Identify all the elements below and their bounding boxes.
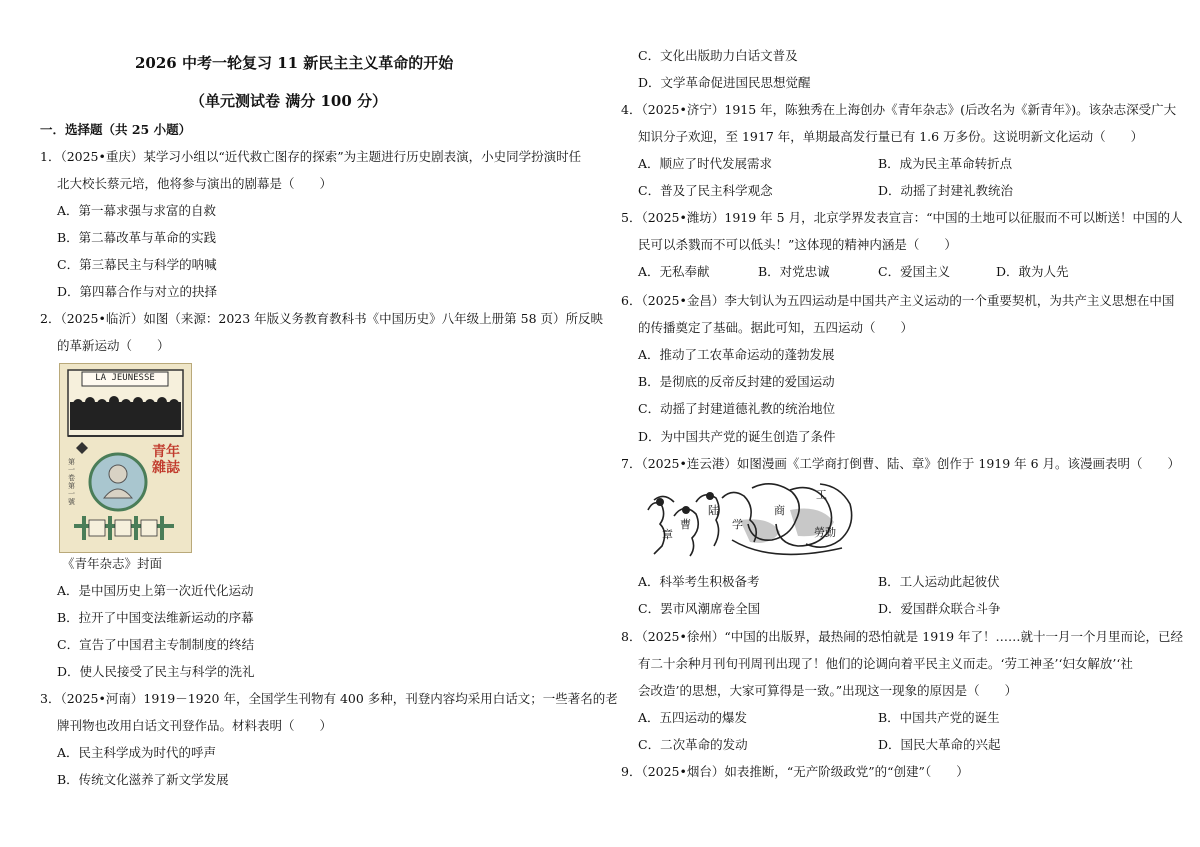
q2-stem-line2: 的革新运动（ ）	[57, 338, 170, 353]
page-subtitle: （单元测试卷 满分 100 分）	[190, 92, 387, 110]
q4-stem-line2: 知识分子欢迎，至 1917 年，单期最高发行量已有 1.6 万多份。这说明新文化运动（ ）	[638, 129, 1144, 144]
q5-option-d: D．敢为人先	[996, 264, 1069, 279]
q1-stem-line1: 1．（2025•重庆）某学习小组以“近代救亡图存的探索”为主题进行历史剧表演，小史同学扮演时任	[40, 149, 582, 164]
q2-option-d: D．使人民接受了民主与科学的洗礼	[57, 664, 255, 679]
q5-option-b: B．对党忠诚	[758, 264, 830, 279]
q4-option-d: D．动摇了封建礼教统治	[878, 183, 1014, 198]
q3-option-d: D．文学革命促进国民思想觉醒	[638, 75, 811, 90]
cartoon-label-2: 陆	[708, 504, 719, 517]
q8-option-c: C．二次革命的发动	[638, 737, 748, 752]
q5-option-c: C．爱国主义	[878, 264, 951, 279]
cover-title-chinese: 青年雜誌	[152, 444, 180, 476]
cartoon-label-4: 学	[732, 518, 743, 531]
q4-option-b: B．成为民主革命转折点	[878, 156, 1013, 171]
q1-option-c: C．第三幕民主与科学的呐喊	[57, 257, 217, 272]
q2-stem-line1: 2．（2025•临沂）如图（来源：2023 年版义务教育教科书《中国历史》八年级上册第 58 页）所反映	[40, 311, 604, 326]
q2-figure-caption: 《青年杂志》封面	[62, 556, 163, 571]
q1-option-b: B．第二幕改革与革命的实践	[57, 230, 217, 245]
q3-option-a: A．民主科学成为时代的呼声	[57, 745, 217, 760]
q5-stem-line1: 5．（2025•潍坊）1919 年 5 月，北京学界发表宣言：“中国的土地可以征服而不可以断送！中国的人	[621, 210, 1183, 225]
q3-option-c: C．文化出版助力白话文普及	[638, 48, 798, 63]
cartoon-label-7: 勞動	[814, 526, 836, 539]
q6-option-d: D．为中国共产党的诞生创造了条件	[638, 429, 836, 444]
q8-stem-line1: 8．（2025•徐州）“中国的出版界，最热闹的恐怕就是 1919 年了！……就十一月一个月里而论，已经	[621, 629, 1184, 644]
q3-option-b: B．传统文化滋养了新文学发展	[57, 772, 229, 787]
cartoon-image	[640, 480, 858, 562]
cover-title-latin: LA JEUNESSE	[95, 373, 155, 383]
cartoon-label-1: 曹	[680, 518, 691, 531]
q4-option-c: C．普及了民主科学观念	[638, 183, 773, 198]
q7-option-d: D．爱国群众联合斗争	[878, 601, 1001, 616]
q5-option-a: A．无私奉献	[638, 264, 710, 279]
q5-stem-line2: 民可以杀戮而不可以低头！”这体现的精神内涵是（ ）	[638, 237, 957, 252]
q1-option-a: A．第一幕求强与求富的自救	[57, 203, 217, 218]
q2-option-c: C．宣告了中国君主专制制度的终结	[57, 637, 255, 652]
q6-stem-line2: 的传播奠定了基础。据此可知，五四运动（ ）	[638, 320, 914, 335]
magazine-cover-image	[59, 363, 192, 553]
q7-option-c: C．罢市风潮席卷全国	[638, 601, 761, 616]
q6-stem-line1: 6．（2025•金昌）李大钊认为五四运动是中国共产主义运动的一个重要契机，为共产主义思想在中国	[621, 293, 1175, 308]
q1-option-d: D．第四幕合作与对立的抉择	[57, 284, 218, 299]
q7-option-a: A．科举考生积极备考	[638, 574, 760, 589]
q8-option-d: D．国民大革命的兴起	[878, 737, 1001, 752]
q2-option-a: A．是中国历史上第一次近代化运动	[57, 583, 254, 598]
q6-option-b: B．是彻底的反帝反封建的爱国运动	[638, 374, 835, 389]
q2-option-b: B．拉开了中国变法维新运动的序幕	[57, 610, 254, 625]
cover-issue-label: 第一卷 第一號	[68, 458, 75, 506]
q6-option-a: A．推动了工农革命运动的蓬勃发展	[638, 347, 835, 362]
q9-stem-line1: 9．（2025•烟台）如表推断，“无产阶级政党”的“创建”（ ）	[621, 764, 969, 779]
q3-stem-line2: 牌刊物也改用白话文刊登作品。材料表明（ ）	[57, 718, 333, 733]
q7-option-b: B．工人运动此起彼伏	[878, 574, 1000, 589]
q4-option-a: A．顺应了时代发展需求	[638, 156, 773, 171]
cartoon-label-3: 章	[662, 528, 673, 541]
q1-stem-line2: 北大校长蔡元培，他将参与演出的剧幕是（ ）	[57, 176, 333, 191]
q8-option-a: A．五四运动的爆发	[638, 710, 748, 725]
q3-stem-line1: 3．（2025•河南）1919－1920 年，全国学生刊物有 400 多种，刊登内容均采用白话文；一些著名的老	[40, 691, 618, 706]
cartoon-label-5: 商	[774, 504, 785, 517]
q7-stem-line1: 7．（2025•连云港）如图漫画《工学商打倒曹、陆、章》创作于 1919 年 6 月。该漫画表明（ ）	[621, 456, 1181, 471]
q8-option-b: B．中国共产党的诞生	[878, 710, 1000, 725]
q8-stem-line2: 有二十余种月刊旬刊周刊出现了！他们的论调向着平民主义而走。‘劳工神圣’‘妇女解放’‘社	[638, 656, 1133, 671]
q4-stem-line1: 4．（2025•济宁）1915 年，陈独秀在上海创办《青年杂志》(后改名为《新青年》)。该杂志深受广大	[621, 102, 1177, 117]
page-title: 2026 中考一轮复习 11 新民主主义革命的开始	[135, 54, 454, 72]
q6-option-c: C．动摇了封建道德礼教的统治地位	[638, 401, 836, 416]
section-heading: 一．选择题（共 25 小题）	[40, 122, 192, 137]
cartoon-label-6: 工	[816, 488, 827, 501]
q8-stem-line3: 会改造’的思想，大家可算得是一致。”出现这一现象的原因是（ ）	[638, 683, 1018, 698]
